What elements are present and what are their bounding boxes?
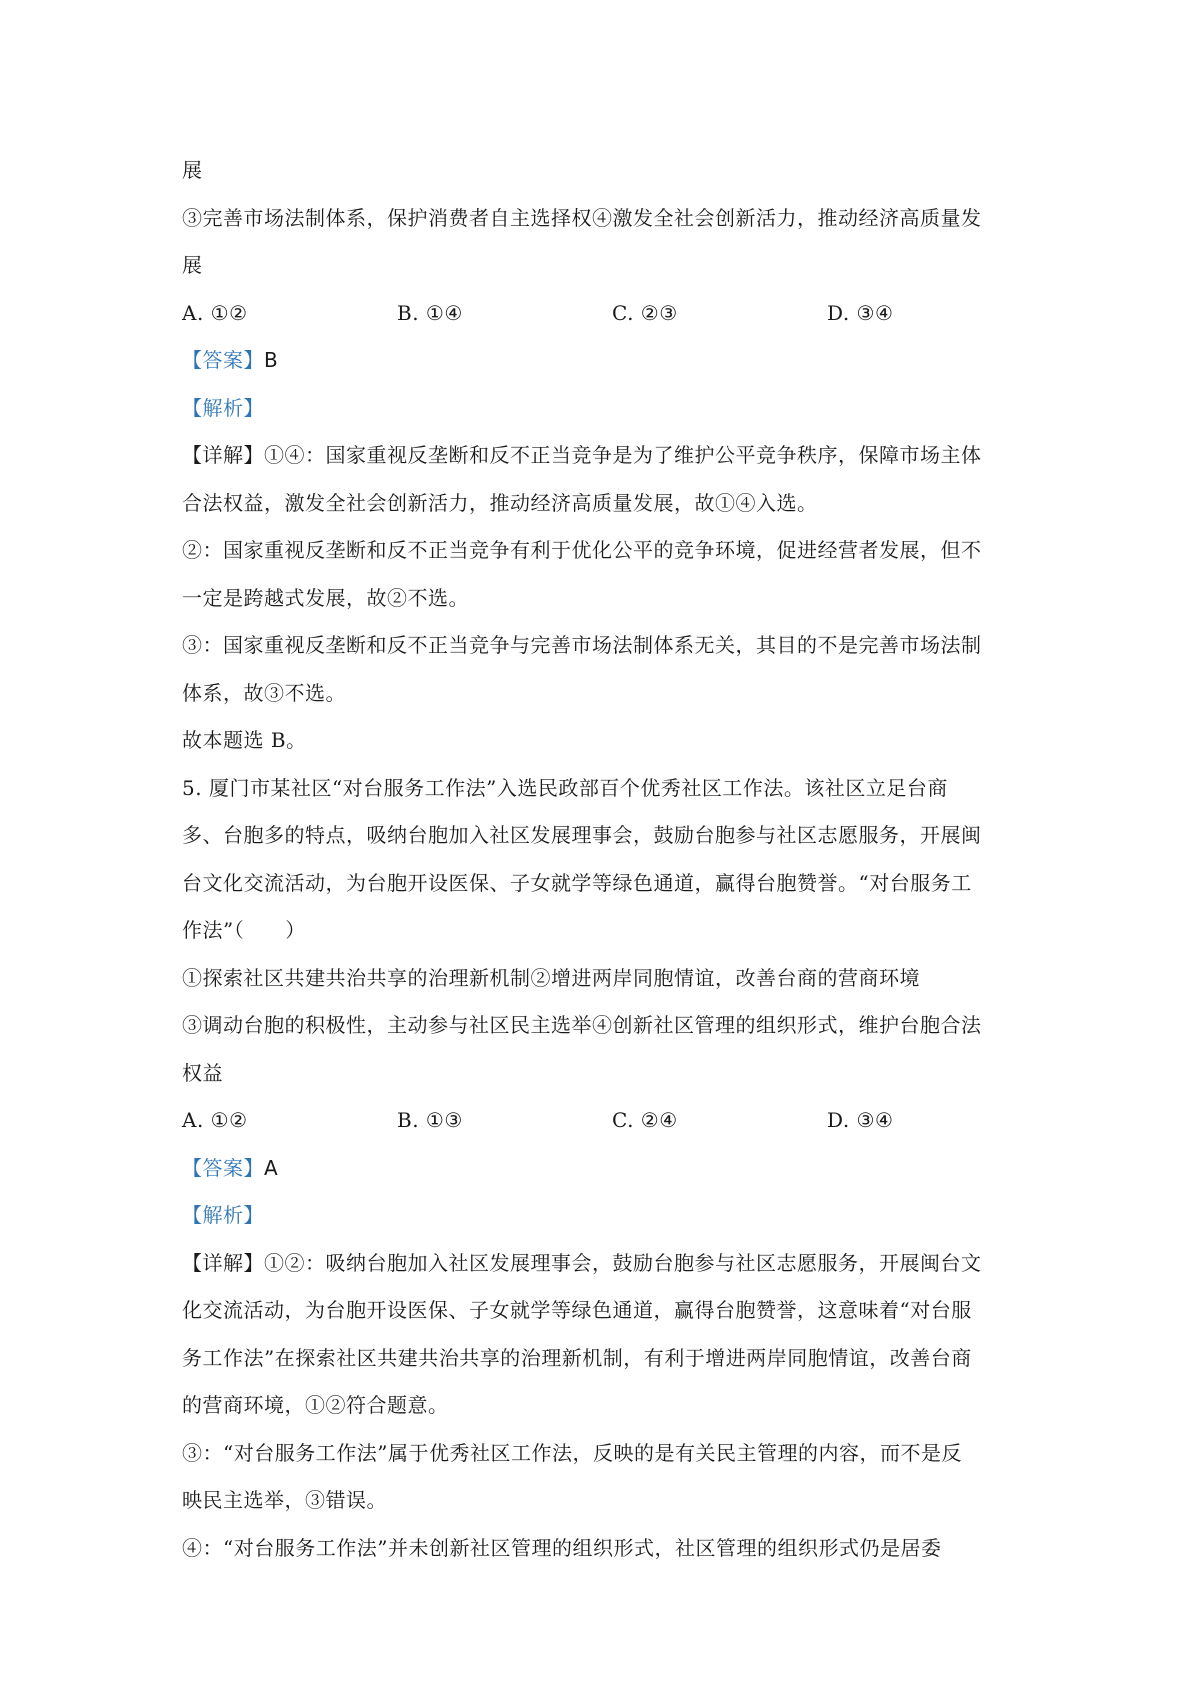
analysis-label: 【解析】 <box>182 1203 264 1227</box>
document-page <box>182 147 1042 1572</box>
q5-choice-c: C. ②④ <box>612 1108 678 1132</box>
q4-detail-line: ③：国家重视反垄断和反不正当竞争与完善市场法制体系无关，其目的不是完善市场法制 <box>182 633 982 657</box>
answer-value: A <box>264 1155 279 1180</box>
analysis-label: 【解析】 <box>182 395 264 420</box>
q4-option-line: ③完善市场法制体系，保护消费者自主选择权④激发全社会创新活力，推动经济高质量发 <box>182 205 982 230</box>
q4-choice-c: C. ②③ <box>612 300 678 325</box>
detail-label: 【详解】 <box>182 443 264 467</box>
q5-stem-line: 5. 厦门市某社区“对台服务工作法”入选民政部百个优秀社区工作法。该社区立足台商 <box>182 775 948 800</box>
answer-label: 【答案】 <box>182 348 264 372</box>
q5-detail-line: ④：“对台服务工作法”并未创新社区管理的组织形式，社区管理的组织形式仍是居委 <box>182 1535 942 1560</box>
q4-detail-line: 体系，故③不选。 <box>182 680 346 705</box>
q5-option-line: ①探索社区共建共治共享的治理新机制②增进两岸同胞情谊，改善台商的营商环境 <box>182 965 920 990</box>
q5-option-line: ③调动台胞的积极性，主动参与社区民主选举④创新社区管理的组织形式，维护台胞合法 <box>182 1013 982 1037</box>
detail-text: ①④：国家重视反垄断和反不正当竞争是为了维护公平竞争秩序，保障市场主体 <box>264 443 982 467</box>
q4-detail-line: 合法权益，激发全社会创新活力，推动经济高质量发展，故①④入选。 <box>182 490 818 515</box>
q4-choices <box>182 290 1042 338</box>
q5-detail-line: 映民主选举，③错误。 <box>182 1488 387 1512</box>
q5-analysis <box>182 1192 1042 1240</box>
q4-analysis <box>182 385 1042 433</box>
q5-detail-line <box>182 1240 1042 1288</box>
q5-stem-line: 作法”（ ） <box>182 918 306 942</box>
q5-stem-line: 多、台胞多的特点，吸纳台胞加入社区发展理事会，鼓励台胞参与社区志愿服务，开展闽 <box>182 823 982 847</box>
q5-detail-line: 的营商环境，①②符合题意。 <box>182 1393 449 1417</box>
q4-choice-d: D. ③④ <box>827 300 894 325</box>
q4-stem-tail: 展 <box>182 158 203 182</box>
q4-answer <box>182 337 1042 385</box>
answer-value: B <box>264 348 279 372</box>
answer-label: 【答案】 <box>182 1155 264 1180</box>
q5-choices <box>182 1097 1042 1145</box>
q5-choice-d: D. ③④ <box>827 1108 894 1132</box>
q4-option-line: 展 <box>182 253 203 277</box>
q4-detail-line: 一定是跨越式发展，故②不选。 <box>182 585 469 610</box>
q5-answer <box>182 1145 1042 1193</box>
q4-detail-line: ②：国家重视反垄断和反不正当竞争有利于优化公平的竞争环境，促进经营者发展，但不 <box>182 538 982 562</box>
q5-choice-a: A. ①② <box>182 1108 248 1132</box>
q5-choice-b: B. ①③ <box>397 1108 463 1132</box>
q4-conclusion: 故本题选 B。 <box>182 728 307 752</box>
q4-choice-b: B. ①④ <box>397 300 463 325</box>
q5-detail-line: 化交流活动，为台胞开设医保、子女就学等绿色通道，赢得台胞赞誉，这意味着“对台服 <box>182 1298 972 1322</box>
q5-detail-line: ③：“对台服务工作法”属于优秀社区工作法，反映的是有关民主管理的内容，而不是反 <box>182 1440 962 1465</box>
q4-choice-a: A. ①② <box>182 300 248 325</box>
detail-label: 【详解】 <box>182 1250 264 1275</box>
q5-stem-line: 台文化交流活动，为台胞开设医保、子女就学等绿色通道，赢得台胞赞誉。“对台服务工 <box>182 870 972 895</box>
q4-detail-line <box>182 432 1042 480</box>
detail-text: ①②：吸纳台胞加入社区发展理事会，鼓励台胞参与社区志愿服务，开展闽台文 <box>264 1250 982 1275</box>
q5-detail-line: 务工作法”在探索社区共建共治共享的治理新机制，有利于增进两岸同胞情谊，改善台商 <box>182 1345 972 1370</box>
q5-option-line: 权益 <box>182 1060 223 1085</box>
